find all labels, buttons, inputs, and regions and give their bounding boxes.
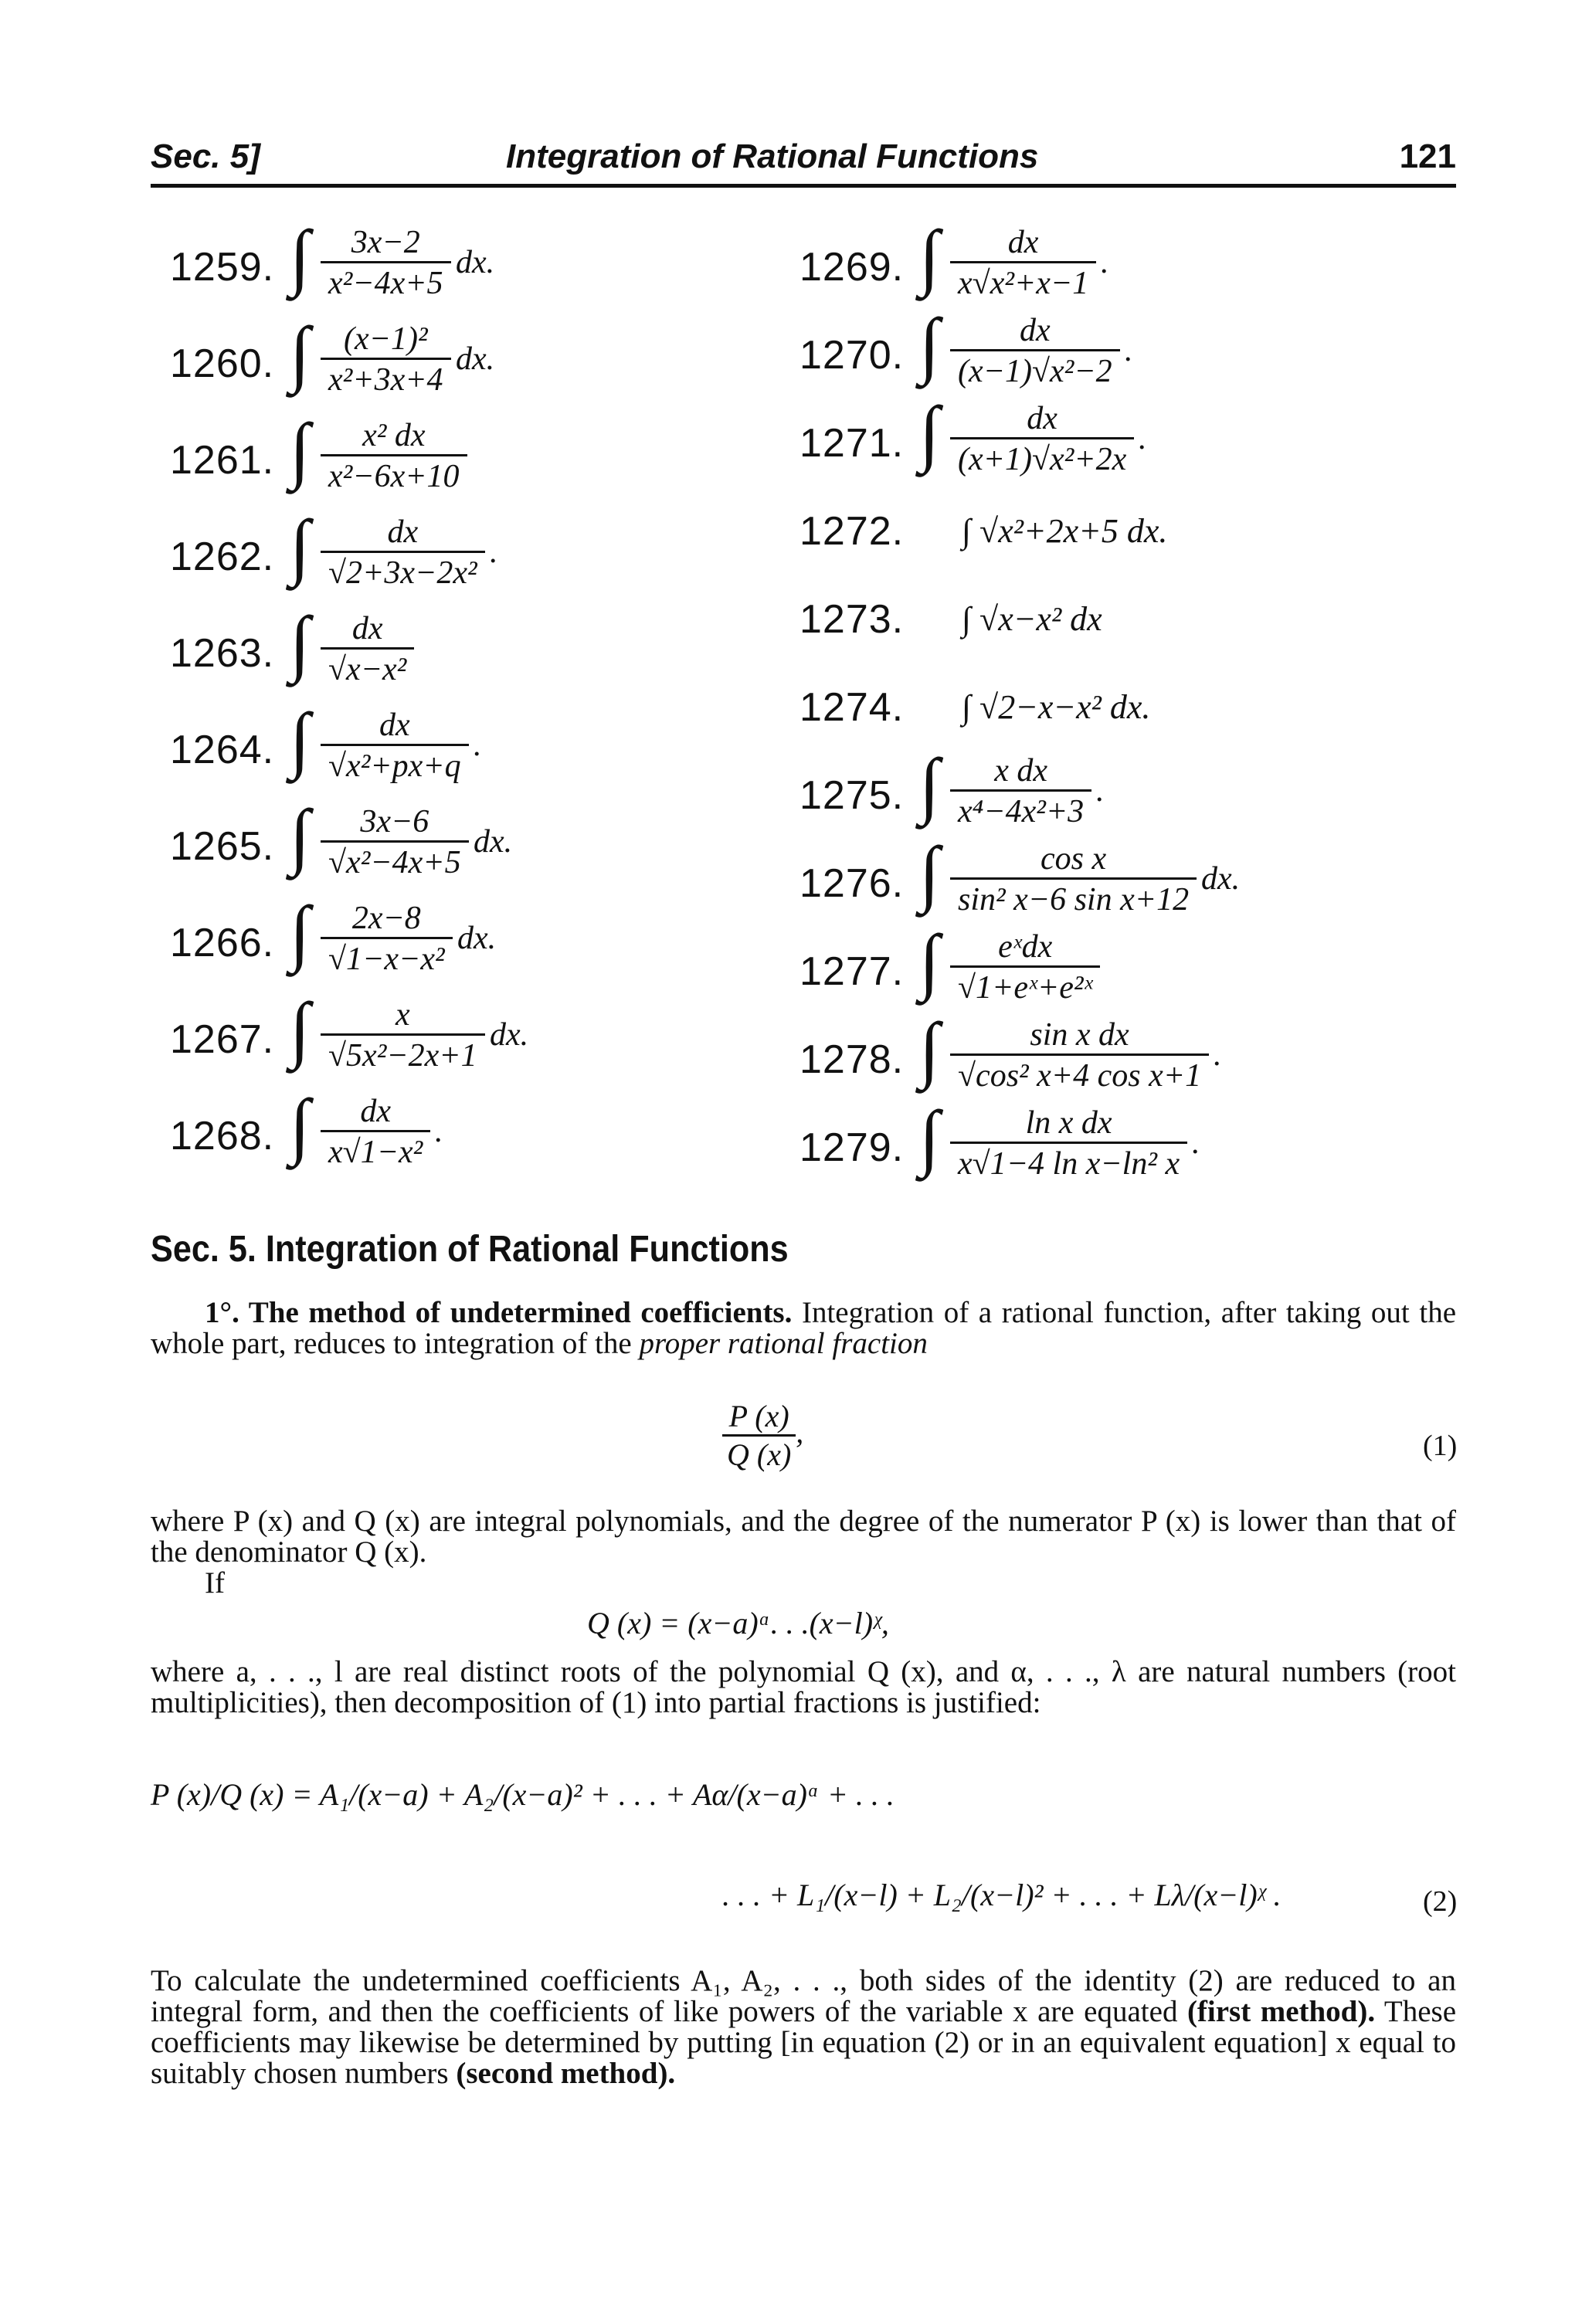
integrand-fraction — [321, 610, 414, 690]
problem-1262 — [170, 504, 834, 605]
problem-number: 1267. — [170, 1017, 275, 1062]
problem-1270 — [799, 303, 1464, 403]
integral-sign: ∫ — [290, 408, 311, 490]
integrand-tail: dx. — [457, 921, 497, 956]
method-text: Integration of a rational function, after taking out the whole part, reduces to integration of the — [151, 1296, 1457, 1360]
integrand-tail: dx. — [456, 341, 495, 377]
integral-sign: ∫ — [290, 311, 311, 394]
eq1-tail: , — [796, 1414, 804, 1450]
integrand-denominator: x⁴−4x²+3 — [950, 789, 1091, 832]
method-title: 1°. The method of undetermined coefficients. — [205, 1296, 793, 1329]
integrand-denominator: √2+3x−2x² — [321, 551, 485, 593]
integrand-fraction — [950, 1016, 1209, 1096]
problem-number: 1274. — [799, 685, 905, 730]
integrand-tail: . — [1125, 333, 1133, 368]
equation-q: Q (x) = (x−a)ᵅ. . .(x−l)ᵡ, — [587, 1606, 889, 1640]
integrand-tail: dx. — [456, 245, 495, 280]
integral-sign: ∫ — [290, 987, 311, 1070]
problem-number: 1271. — [799, 421, 905, 466]
proper-fraction-term: proper rational fraction — [639, 1327, 928, 1360]
integrand-fraction — [950, 840, 1197, 920]
integrand-fraction — [321, 996, 485, 1076]
integrand-tail: . — [474, 728, 482, 763]
problem-number: 1261. — [170, 438, 275, 483]
integrand-tail: dx. — [490, 1017, 529, 1053]
problem-1266 — [170, 891, 834, 991]
integrand-fraction — [950, 224, 1096, 304]
integrand-denominator: √1+eˣ+e²ˣ — [950, 965, 1100, 1008]
integral-sign: ∫ — [919, 303, 940, 385]
eq1-numerator: P (x) — [728, 1399, 789, 1433]
header-section: Sec. 5] — [151, 137, 260, 175]
integrand-tail: dx. — [1201, 861, 1241, 897]
integrand-fraction — [321, 803, 469, 883]
second-method: (second method). — [456, 2057, 676, 2090]
integrand-numerator: dx — [1027, 401, 1057, 436]
integrand-numerator: 3x−2 — [351, 225, 420, 260]
problem-1264 — [170, 697, 834, 798]
paragraph-roots: where a, . . ., l are real distinct roots of the polynomial Q (x), and α, . . ., λ are natural numbers (root multiplicities), then decomposition of (1) into partial fractions is justified: — [151, 1655, 1456, 1719]
problem-1277 — [799, 919, 1464, 1020]
integral-sign: ∫ — [919, 831, 940, 914]
integral-sign: ∫ — [290, 697, 311, 780]
integrand-denominator: x√x²+x−1 — [950, 261, 1096, 304]
integral-sign: ∫ — [919, 1007, 940, 1090]
integrand-tail: . — [435, 1114, 443, 1149]
integrand-numerator: dx — [379, 707, 410, 743]
problem-number: 1273. — [799, 597, 905, 642]
integrand-numerator: dx — [351, 611, 383, 646]
integrand-numerator: x — [395, 997, 410, 1033]
problem-number: 1272. — [799, 509, 905, 554]
integrand-denominator: x²−4x+5 — [321, 261, 451, 304]
problem-number: 1275. — [799, 773, 905, 818]
problem-1263 — [170, 601, 834, 701]
problem-integral: ∫ √x−x² dx — [962, 600, 1102, 638]
integrand-denominator: (x−1)√x²−2 — [950, 349, 1120, 392]
problem-number: 1262. — [170, 534, 275, 579]
integrand-tail: . — [1096, 773, 1105, 809]
problem-1273 — [799, 576, 1464, 667]
integrand-denominator: sin² x−6 sin x+12 — [950, 877, 1197, 920]
integrand-denominator: √5x²−2x+1 — [321, 1033, 485, 1076]
integrand-denominator: √1−x−x² — [321, 937, 453, 979]
problem-1261 — [170, 408, 834, 508]
problem-integral: ∫ √2−x−x² dx. — [962, 688, 1151, 726]
section-heading: Sec. 5. Integration of Rational Functions — [151, 1229, 789, 1270]
page-number: 121 — [1399, 137, 1456, 175]
problem-1276 — [799, 831, 1464, 931]
integrand-fraction — [950, 312, 1120, 392]
problem-number: 1260. — [170, 341, 275, 386]
problem-1272 — [799, 488, 1464, 579]
integrand-tail: dx. — [474, 824, 513, 860]
problem-1268 — [170, 1084, 834, 1184]
problem-number: 1264. — [170, 728, 275, 772]
eq1-denominator: Q (x) — [722, 1434, 796, 1473]
problem-1260 — [170, 311, 834, 412]
integrand-fraction — [950, 928, 1100, 1008]
integral-sign: ∫ — [290, 504, 311, 587]
paragraph-if: If — [205, 1566, 225, 1600]
problem-number: 1259. — [170, 245, 275, 290]
problem-number: 1276. — [799, 861, 905, 906]
integrand-numerator: dx — [1019, 313, 1051, 348]
integral-sign: ∫ — [919, 391, 940, 473]
integrand-denominator: √x²−4x+5 — [321, 840, 469, 883]
integrand-numerator: x² dx — [362, 418, 426, 453]
integrand-denominator: x√1−4 ln x−ln² x — [950, 1142, 1187, 1184]
integrand-denominator: x²−6x+10 — [321, 454, 467, 497]
problem-number: 1279. — [799, 1125, 905, 1170]
problem-number: 1270. — [799, 333, 905, 378]
integrand-denominator: √x−x² — [321, 647, 414, 690]
problem-1269 — [799, 215, 1464, 315]
integrand-fraction — [321, 707, 469, 786]
paragraph-coefficients — [151, 1966, 1456, 2089]
coeff-text-a: To calculate the undetermined coefficients A₁, A₂, . . ., both sides of the identity (2) are reduced to an integral form, and then the coefficients of like powers of the variable x are equated — [151, 1964, 1456, 2028]
integrand-numerator: dx — [387, 514, 419, 550]
equation-1 — [722, 1398, 803, 1473]
integrand-numerator: ln x dx — [1025, 1105, 1112, 1141]
integrand-fraction — [321, 900, 453, 979]
problem-number: 1278. — [799, 1037, 905, 1082]
integrand-denominator: √cos² x+4 cos x+1 — [950, 1053, 1209, 1096]
problem-1267 — [170, 987, 834, 1087]
paragraph-degree: where P (x) and Q (x) are integral polynomials, and the degree of the numerator P (x) is lower than that of the denominator Q (x). — [151, 1505, 1456, 1569]
integrand-numerator: cos x — [1040, 841, 1107, 877]
integral-sign: ∫ — [290, 794, 311, 877]
integral-sign: ∫ — [290, 215, 311, 297]
integrand-denominator: √x²+px+q — [321, 744, 469, 786]
integrand-denominator: (x+1)√x²+2x — [950, 437, 1134, 480]
equation-2-line2: . . . + L₁/(x−l) + L₂/(x−l)² + . . . + Lλ/(x−l)ᵡ . — [722, 1878, 1282, 1912]
integrand-tail: . — [1139, 421, 1147, 456]
integral-sign: ∫ — [290, 891, 311, 973]
integral-sign: ∫ — [919, 215, 940, 297]
paragraph-method — [151, 1298, 1456, 1359]
problem-1279 — [799, 1095, 1464, 1196]
integrand-fraction — [321, 417, 467, 497]
integrand-tail: . — [490, 534, 498, 570]
problem-number: 1268. — [170, 1114, 275, 1159]
coeff-text-c: These coefficients may likewise be determined by putting [in equation (2) or in an equivalent equation] x equal to suitably chosen numbers — [151, 1995, 1457, 2090]
eq2-label: (2) — [1423, 1885, 1458, 1918]
problem-1259 — [170, 215, 834, 315]
integral-sign: ∫ — [919, 743, 940, 826]
problem-1278 — [799, 1007, 1464, 1108]
integral-sign: ∫ — [919, 1095, 940, 1178]
problem-1274 — [799, 664, 1464, 755]
problem-1271 — [799, 391, 1464, 491]
problem-integral: ∫ √x²+2x+5 dx. — [962, 512, 1168, 550]
integrand-fraction — [950, 1104, 1187, 1184]
integrand-denominator: x²+3x+4 — [321, 358, 451, 400]
integrand-tail: . — [1101, 245, 1109, 280]
running-header — [151, 137, 1456, 188]
integral-sign: ∫ — [290, 1084, 311, 1166]
integrand-numerator: (x−1)² — [344, 321, 428, 357]
header-title: Integration of Rational Functions — [506, 137, 1039, 175]
first-method: (first method). — [1186, 1995, 1376, 2028]
integrand-numerator: eˣdx — [998, 929, 1053, 965]
problem-number: 1265. — [170, 824, 275, 869]
integrand-fraction — [321, 514, 485, 593]
integrand-fraction — [950, 752, 1091, 832]
problem-1275 — [799, 743, 1464, 843]
integral-sign: ∫ — [290, 601, 311, 684]
problem-number: 1269. — [799, 245, 905, 290]
problem-number: 1263. — [170, 631, 275, 676]
integrand-fraction — [321, 321, 451, 400]
integrand-numerator: 2x−8 — [351, 901, 421, 936]
integrand-denominator: x√1−x² — [321, 1130, 430, 1172]
problem-1265 — [170, 794, 834, 894]
problem-number: 1266. — [170, 921, 275, 965]
integrand-fraction — [321, 1093, 430, 1172]
integrand-numerator: dx — [360, 1094, 391, 1129]
integrand-numerator: 3x−6 — [360, 804, 429, 840]
problem-number: 1277. — [799, 949, 905, 994]
integrand-fraction — [950, 400, 1134, 480]
integrand-tail: . — [1192, 1125, 1200, 1161]
integrand-tail: . — [1214, 1037, 1222, 1073]
integral-sign: ∫ — [919, 919, 940, 1002]
integrand-numerator: sin x dx — [1030, 1017, 1129, 1053]
integrand-numerator: dx — [1007, 225, 1039, 260]
equation-2-line1: P (x)/Q (x) = A₁/(x−a) + A₂/(x−a)² + . . . + Aα/(x−a)ᵅ + . . . — [151, 1777, 895, 1812]
integrand-fraction — [321, 224, 451, 304]
eq1-label: (1) — [1423, 1430, 1458, 1462]
integrand-numerator: x dx — [994, 753, 1047, 789]
